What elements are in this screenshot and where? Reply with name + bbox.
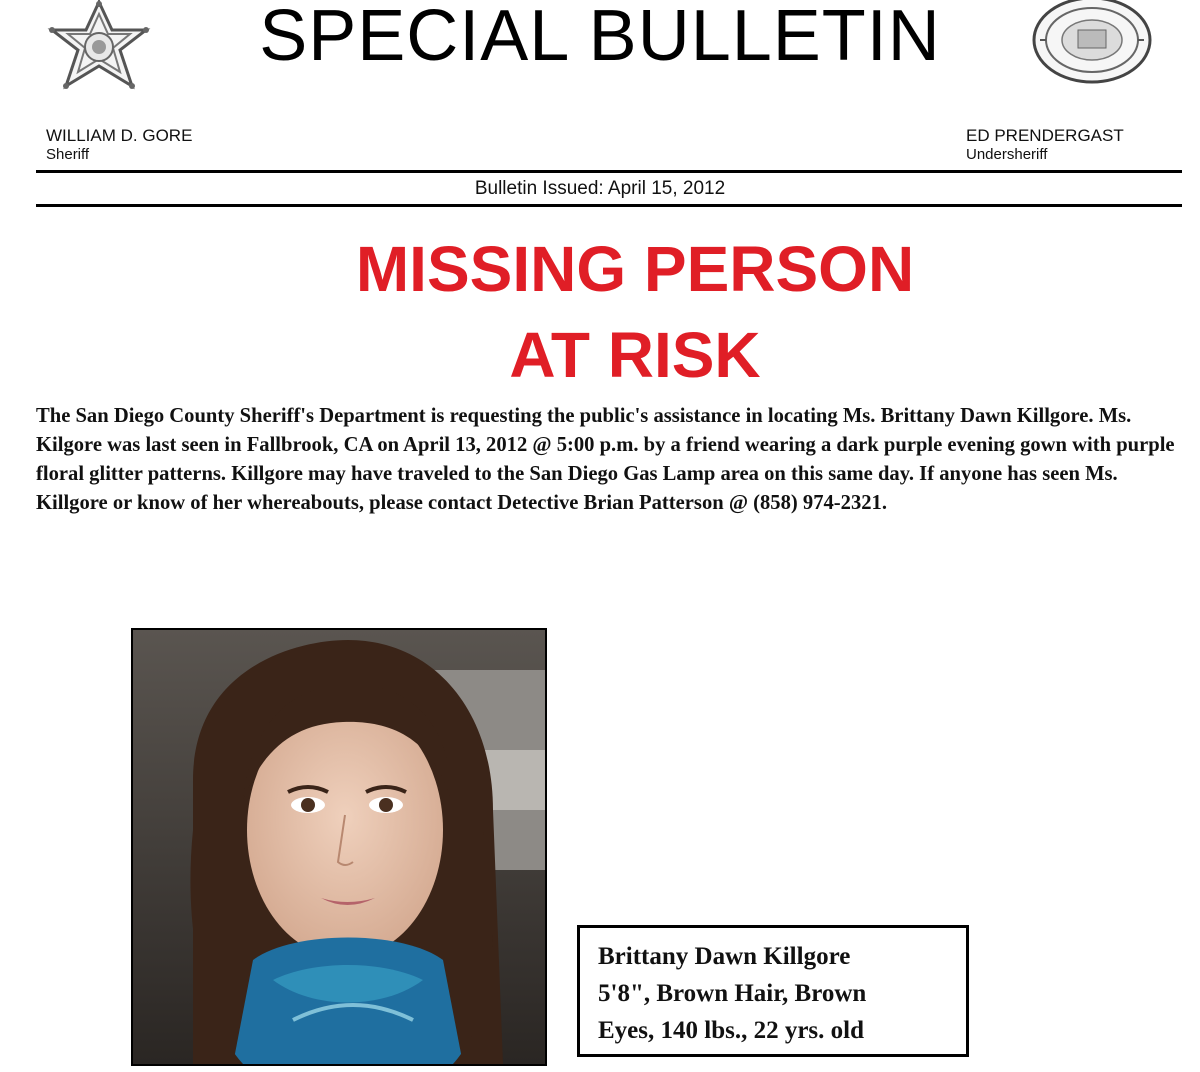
sheriff-info: [46, 126, 192, 164]
sheriff-role: Sheriff: [46, 146, 90, 163]
bulletin-issued-date: Bulletin Issued: April 15, 2012: [474, 178, 726, 199]
undersheriff-name: ED PRENDERGAST: [966, 126, 1124, 145]
alert-headline-line2: AT RISK: [509, 319, 761, 391]
alert-headline-line1: MISSING PERSON: [355, 233, 915, 305]
header-divider-bottom: [36, 204, 1182, 207]
sheriff-name: WILLIAM D. GORE: [46, 126, 193, 145]
person-description-line1: 5'8", Brown Hair, Brown: [598, 980, 867, 1007]
person-name: Brittany Dawn Killgore: [598, 943, 851, 970]
header-divider-top: [36, 170, 1182, 173]
undersheriff-role: Undersheriff: [966, 146, 1048, 163]
bulletin-title: SPECIAL BULLETIN: [259, 0, 941, 76]
missing-person-photo: [131, 628, 547, 1066]
undersheriff-info: [966, 126, 1124, 164]
bulletin-body-paragraph: The San Diego County Sheriff's Department is requesting the public's assistance in locating Ms. Brittany Dawn Killgore. Ms. Kilgore was last seen in Fallbrook, CA on April 13, 2012 @ 5:00 p.m. by a friend wearing a dark purple evening gown with purple floral glitter patterns. Killgore may have traveled to the San Diego Gas Lamp area on this same day. If anyone has seen Ms. Killgore or know of her whereabouts, please contact Detective Brian Patterson @ (858) 974-2321.: [36, 405, 1175, 514]
person-description-box: [577, 925, 969, 1057]
person-description-line2: Eyes, 140 lbs., 22 yrs. old: [598, 1017, 865, 1044]
